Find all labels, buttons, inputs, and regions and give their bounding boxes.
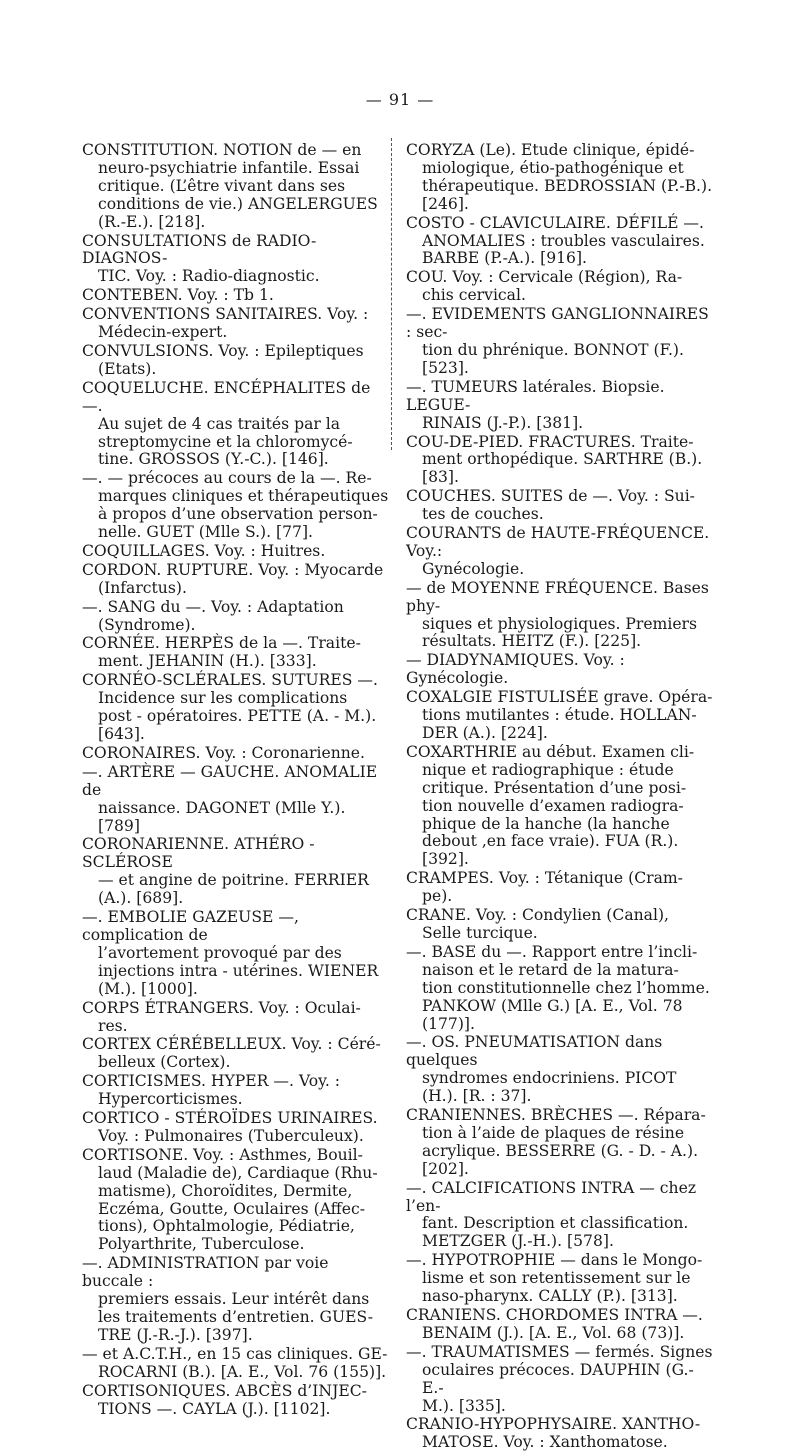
entry-line: tes de couches. xyxy=(422,505,544,524)
entry-line: tion nouvelle d’examen radiogra- xyxy=(422,796,684,815)
index-entry xyxy=(82,287,390,305)
entry-line: PANKOW (Mlle G.) [A. E., Vol. 78 xyxy=(422,996,683,1015)
index-entry xyxy=(406,488,714,524)
entry-line: ment. JEHANIN (H.). [333]. xyxy=(98,652,317,671)
entry-line: ANOMALIES : troubles vasculaires. xyxy=(422,231,705,250)
index-entry xyxy=(406,434,714,488)
entry-line: TIC. Voy. : Radio-diagnostic. xyxy=(98,267,320,286)
entry-line: — de MOYENNE FRÉQUENCE. Bases phy- xyxy=(406,578,709,615)
entry-line: CORDON. RUPTURE. Voy. : Myocarde xyxy=(82,560,384,579)
entry-line: —. ARTÈRE — GAUCHE. ANOMALIE de xyxy=(82,762,378,799)
entry-line: tion du phrénique. BONNOT (F.). xyxy=(422,340,684,359)
entry-line: —. EMBOLIE GAZEUSE —, complication de xyxy=(82,908,299,944)
entry-line: RINAIS (J.-P.). [381]. xyxy=(422,413,584,432)
entry-line: DER (A.). [224]. xyxy=(422,724,548,742)
entry-line: critique. (L’être vivant dans ses xyxy=(98,176,346,195)
entry-line: [643]. xyxy=(98,725,145,743)
index-entry xyxy=(82,142,390,232)
index-entry xyxy=(406,907,714,943)
entry-line: neuro-psychiatrie infantile. Essai xyxy=(98,158,360,177)
entry-line: CORNÉO-SCLÉRALES. SUTURES —. xyxy=(82,671,378,690)
index-entry xyxy=(82,233,390,287)
index-entry xyxy=(82,470,390,542)
entry-line: streptomycine et la chloromycé- xyxy=(98,432,353,451)
entry-line: Polyarthrite, Tuberculose. xyxy=(98,1235,305,1254)
entry-line: Hypercorticismes. xyxy=(98,1090,243,1109)
index-entry xyxy=(406,744,714,869)
right-column xyxy=(406,142,714,1453)
entry-line: fant. Description et classification. xyxy=(422,1214,689,1233)
index-entry xyxy=(82,672,390,744)
entry-line: lisme et son retentissement sur le xyxy=(422,1269,691,1288)
index-entry xyxy=(406,379,714,433)
entry-line: — et A.C.T.H., en 15 cas cliniques. GE- xyxy=(82,1344,388,1363)
entry-line: CORTISONIQUES. ABCÈS d’INJEC- xyxy=(82,1381,367,1400)
entry-line: (Syndrome). xyxy=(98,615,196,634)
entry-line: —. OS. PNEUMATISATION dans quelques xyxy=(406,1033,663,1070)
index-entry xyxy=(406,1416,714,1452)
entry-line: premiers essais. Leur intérêt dans xyxy=(98,1290,370,1309)
index-entry xyxy=(406,689,714,743)
entry-line: injections intra - utérines. WIENER xyxy=(98,961,379,980)
entry-line: CONTEBEN. Voy. : Tb 1. xyxy=(82,286,274,305)
entry-line: COXALGIE FISTULISÉE grave. Opéra- xyxy=(406,688,713,707)
entry-line: tions), Ophtalmologie, Pédiatrie, xyxy=(98,1217,355,1236)
entry-line: —. EVIDEMENTS GANGLIONNAIRES : sec- xyxy=(406,305,709,342)
entry-line: COQUILLAGES. Voy. : Huitres. xyxy=(82,541,326,560)
entry-line: TIONS —. CAYLA (J.). [1102]. xyxy=(98,1399,331,1418)
entry-line: tions mutilantes : étude. HOLLAN- xyxy=(422,706,697,725)
entry-line: naissance. DAGONET (Mlle Y.). [789] xyxy=(98,798,346,835)
index-entry xyxy=(82,599,390,635)
entry-line: CONSTITUTION. NOTION de — en xyxy=(82,141,362,159)
index-entry xyxy=(82,1383,390,1419)
entry-line: conditions de vie.) ANGELERGUES xyxy=(98,194,378,213)
index-entry xyxy=(406,580,714,652)
entry-line: Médecin-expert. xyxy=(98,323,228,342)
entry-line: res. xyxy=(98,1016,128,1035)
entry-line: naso-pharynx. CALLY (P.). [313]. xyxy=(422,1287,678,1306)
entry-line: — DIADYNAMIQUES. Voy. : Gynécologie. xyxy=(406,651,625,688)
index-entry xyxy=(82,543,390,561)
index-entry xyxy=(406,525,714,579)
entry-line: CORTEX CÉRÉBELLEUX. Voy. : Céré- xyxy=(82,1035,381,1054)
entry-line: COU. Voy. : Cervicale (Région), Ra- xyxy=(406,268,683,287)
entry-line: Gynécologie. xyxy=(422,559,525,578)
entry-line: COQUELUCHE. ENCÉPHALITES de —. xyxy=(82,378,371,415)
index-entry xyxy=(82,1073,390,1109)
entry-line: matisme), Choroïdites, Dermite, xyxy=(98,1181,353,1200)
entry-line: (A.). [689]. xyxy=(98,889,184,908)
page-number: — 91 — xyxy=(365,90,435,109)
entry-line: —. SANG du —. Voy. : Adaptation xyxy=(82,597,344,616)
entry-line: METZGER (J.-H.). [578]. xyxy=(422,1232,614,1251)
entry-line: CORNÉE. HERPÈS de la —. Traite- xyxy=(82,634,361,653)
entry-line: naison et le retard de la matura- xyxy=(422,960,679,979)
entry-line: (Infarctus). xyxy=(98,578,187,597)
index-entry xyxy=(406,652,714,688)
index-entry xyxy=(406,1252,714,1306)
entry-line: acrylique. BESSERRE (G. - D. - A.). xyxy=(422,1141,699,1160)
entry-line: BENAIM (J.). [A. E., Vol. 68 (73)]. xyxy=(422,1323,685,1342)
index-entry xyxy=(406,1180,714,1252)
index-entry xyxy=(406,269,714,305)
entry-line: les traitements d’entretien. GUES- xyxy=(98,1308,374,1326)
entry-line: tine. GROSSOS (Y.-C.). [146]. xyxy=(98,450,329,469)
index-entry xyxy=(82,836,390,908)
entry-line: Au sujet de 4 cas traités par la xyxy=(98,414,341,433)
entry-line: —. HYPOTROPHIE — dans le Mongo- xyxy=(406,1251,703,1270)
index-entry xyxy=(82,635,390,671)
index-entry xyxy=(406,306,714,378)
entry-line: CRANIO-HYPOPHYSAIRE. XANTHO- xyxy=(406,1415,701,1434)
entry-line: —. CALCIFICATIONS INTRA — chez l’en- xyxy=(406,1178,697,1215)
index-entry xyxy=(406,142,714,214)
entry-line: M.). [335]. xyxy=(422,1396,506,1415)
entry-line: siques et physiologiques. Premiers xyxy=(422,614,698,633)
entry-line: Incidence sur les complications xyxy=(98,689,348,708)
entry-line: phique de la hanche (la hanche xyxy=(422,814,670,833)
entry-line: résultats. HEITZ (F.). [225]. xyxy=(422,632,642,651)
entry-line: [246]. xyxy=(422,194,469,213)
index-entry xyxy=(82,1147,390,1254)
entry-line: COURANTS de HAUTE-FRÉQUENCE. Voy.: xyxy=(406,524,710,560)
entry-line: CORTICO - STÉROÏDES URINAIRES. xyxy=(82,1109,378,1128)
entry-line: —. TUMEURS latérales. Biopsie. LEGUE- xyxy=(406,377,665,414)
entry-line: nelle. GUET (Mlle S.). [77]. xyxy=(98,523,313,542)
entry-line: CONVENTIONS SANITAIRES. Voy. : xyxy=(82,305,369,324)
entry-line: CORYZA (Le). Etude clinique, épidé- xyxy=(406,141,695,159)
entry-line: thérapeutique. BEDROSSIAN (P.-B.). xyxy=(422,176,713,195)
left-column xyxy=(82,142,390,1419)
entry-line: CRAMPES. Voy. : Tétanique (Cram- xyxy=(406,869,683,888)
entry-line: (H.). [R. : 37]. xyxy=(422,1087,532,1106)
index-entry xyxy=(406,1307,714,1343)
entry-line: à propos d’une observation person- xyxy=(98,505,378,524)
entry-line: COSTO - CLAVICULAIRE. DÉFILÉ —. xyxy=(406,213,704,232)
index-entry xyxy=(82,745,390,763)
entry-line: chis cervical. xyxy=(422,286,526,305)
entry-line: tion constitutionnelle chez l’homme. xyxy=(422,978,710,997)
entry-line: ment orthopédique. SARTHRE (B.). xyxy=(422,450,703,469)
index-entry xyxy=(82,764,390,836)
entry-line: CONVULSIONS. Voy. : Epileptiques xyxy=(82,341,364,360)
index-entry xyxy=(82,1000,390,1036)
entry-line: COUCHES. SUITES de —. Voy. : Sui- xyxy=(406,487,695,506)
entry-line: critique. Présentation d’une posi- xyxy=(422,778,687,797)
entry-line: l’avortement provoqué par des xyxy=(98,943,342,962)
entry-line: — et angine de poitrine. FERRIER xyxy=(98,871,369,890)
entry-line: —. BASE du —. Rapport entre l’incli- xyxy=(406,942,698,961)
index-entry xyxy=(82,306,390,342)
entry-line: COU-DE-PIED. FRACTURES. Traite- xyxy=(406,432,694,451)
entry-line: —. ADMINISTRATION par voie buccale : xyxy=(82,1254,329,1291)
index-entry xyxy=(406,1344,714,1416)
entry-line: laud (Maladie de), Cardiaque (Rhu- xyxy=(98,1163,378,1182)
entry-line: CORPS ÉTRANGERS. Voy. : Oculai- xyxy=(82,998,361,1017)
entry-line: [523]. xyxy=(422,358,469,377)
entry-line: —. TRAUMATISMES — fermés. Signes xyxy=(406,1342,713,1361)
entry-line: (R.-E.). [218]. xyxy=(98,212,206,231)
index-entry xyxy=(82,1346,390,1382)
entry-line: Selle turcique. xyxy=(422,923,538,942)
entry-line: CRANIENNES. BRÈCHES —. Répara- xyxy=(406,1106,706,1125)
index-entry xyxy=(82,380,390,470)
entry-line: CORTICISMES. HYPER —. Voy. : xyxy=(82,1072,341,1091)
index-entry xyxy=(82,343,390,379)
entry-line: Voy. : Pulmonaires (Tuberculeux). xyxy=(98,1126,364,1145)
entry-line: MATOSE. Voy. : Xanthomatose. xyxy=(422,1433,668,1452)
index-entry xyxy=(82,909,390,999)
index-entry xyxy=(82,562,390,598)
index-entry xyxy=(82,1110,390,1146)
entry-line: BARBE (P.-A.). [916]. xyxy=(422,249,588,268)
entry-line: CORTISONE. Voy. : Asthmes, Bouil- xyxy=(82,1145,363,1164)
index-entry xyxy=(406,944,714,1034)
column-divider xyxy=(391,138,392,450)
entry-line: CRANIENS. CHORDOMES INTRA —. xyxy=(406,1306,703,1324)
entry-line: post - opératoires. PETTE (A. - M.). xyxy=(98,707,377,726)
entry-line: (Etats). xyxy=(98,359,157,378)
entry-line: syndromes endocriniens. PICOT xyxy=(422,1069,677,1088)
entry-line: COXARTHRIE au début. Examen cli- xyxy=(406,742,695,761)
entry-line: CORONAIRES. Voy. : Coronarienne. xyxy=(82,743,365,762)
entry-line: CRANE. Voy. : Condylien (Canal), xyxy=(406,906,669,925)
entry-line: oculaires précoces. DAUPHIN (G.-E.- xyxy=(422,1360,694,1397)
entry-line: CONSULTATIONS de RADIO-DIAGNOS- xyxy=(82,231,317,268)
entry-line: pe). xyxy=(422,887,453,906)
entry-line: nique et radiographique : étude xyxy=(422,760,674,779)
entry-line: (M.). [1000]. xyxy=(98,979,198,998)
entry-line: TRE (J.-R.-J.). [397]. xyxy=(98,1325,253,1344)
entry-line: belleux (Cortex). xyxy=(98,1053,231,1072)
index-entry xyxy=(406,1107,714,1179)
entry-line: miologique, étio-pathogénique et xyxy=(422,158,684,177)
entry-line: [392]. xyxy=(422,850,469,869)
index-entry xyxy=(82,1255,390,1345)
entry-line: marques cliniques et thérapeutiques xyxy=(98,487,389,506)
entry-line: [202]. xyxy=(422,1159,469,1178)
entry-line: —. — précoces au cours de la —. Re- xyxy=(82,469,372,488)
index-entry xyxy=(406,215,714,269)
index-entry xyxy=(82,1036,390,1072)
entry-line: [83]. xyxy=(422,468,459,487)
index-entry xyxy=(406,870,714,906)
entry-line: CORONARIENNE. ATHÉRO - SCLÉROSE xyxy=(82,835,315,872)
entry-line: tion à l’aide de plaques de résine xyxy=(422,1123,685,1142)
entry-line: (177)]. xyxy=(422,1014,475,1033)
entry-line: ROCARNI (B.). [A. E., Vol. 76 (155)]. xyxy=(98,1362,387,1381)
entry-line: debout ,en face vraie). FUA (R.). xyxy=(422,832,679,851)
index-entry xyxy=(406,1034,714,1106)
entry-line: Eczéma, Goutte, Oculaires (Affec- xyxy=(98,1199,365,1218)
